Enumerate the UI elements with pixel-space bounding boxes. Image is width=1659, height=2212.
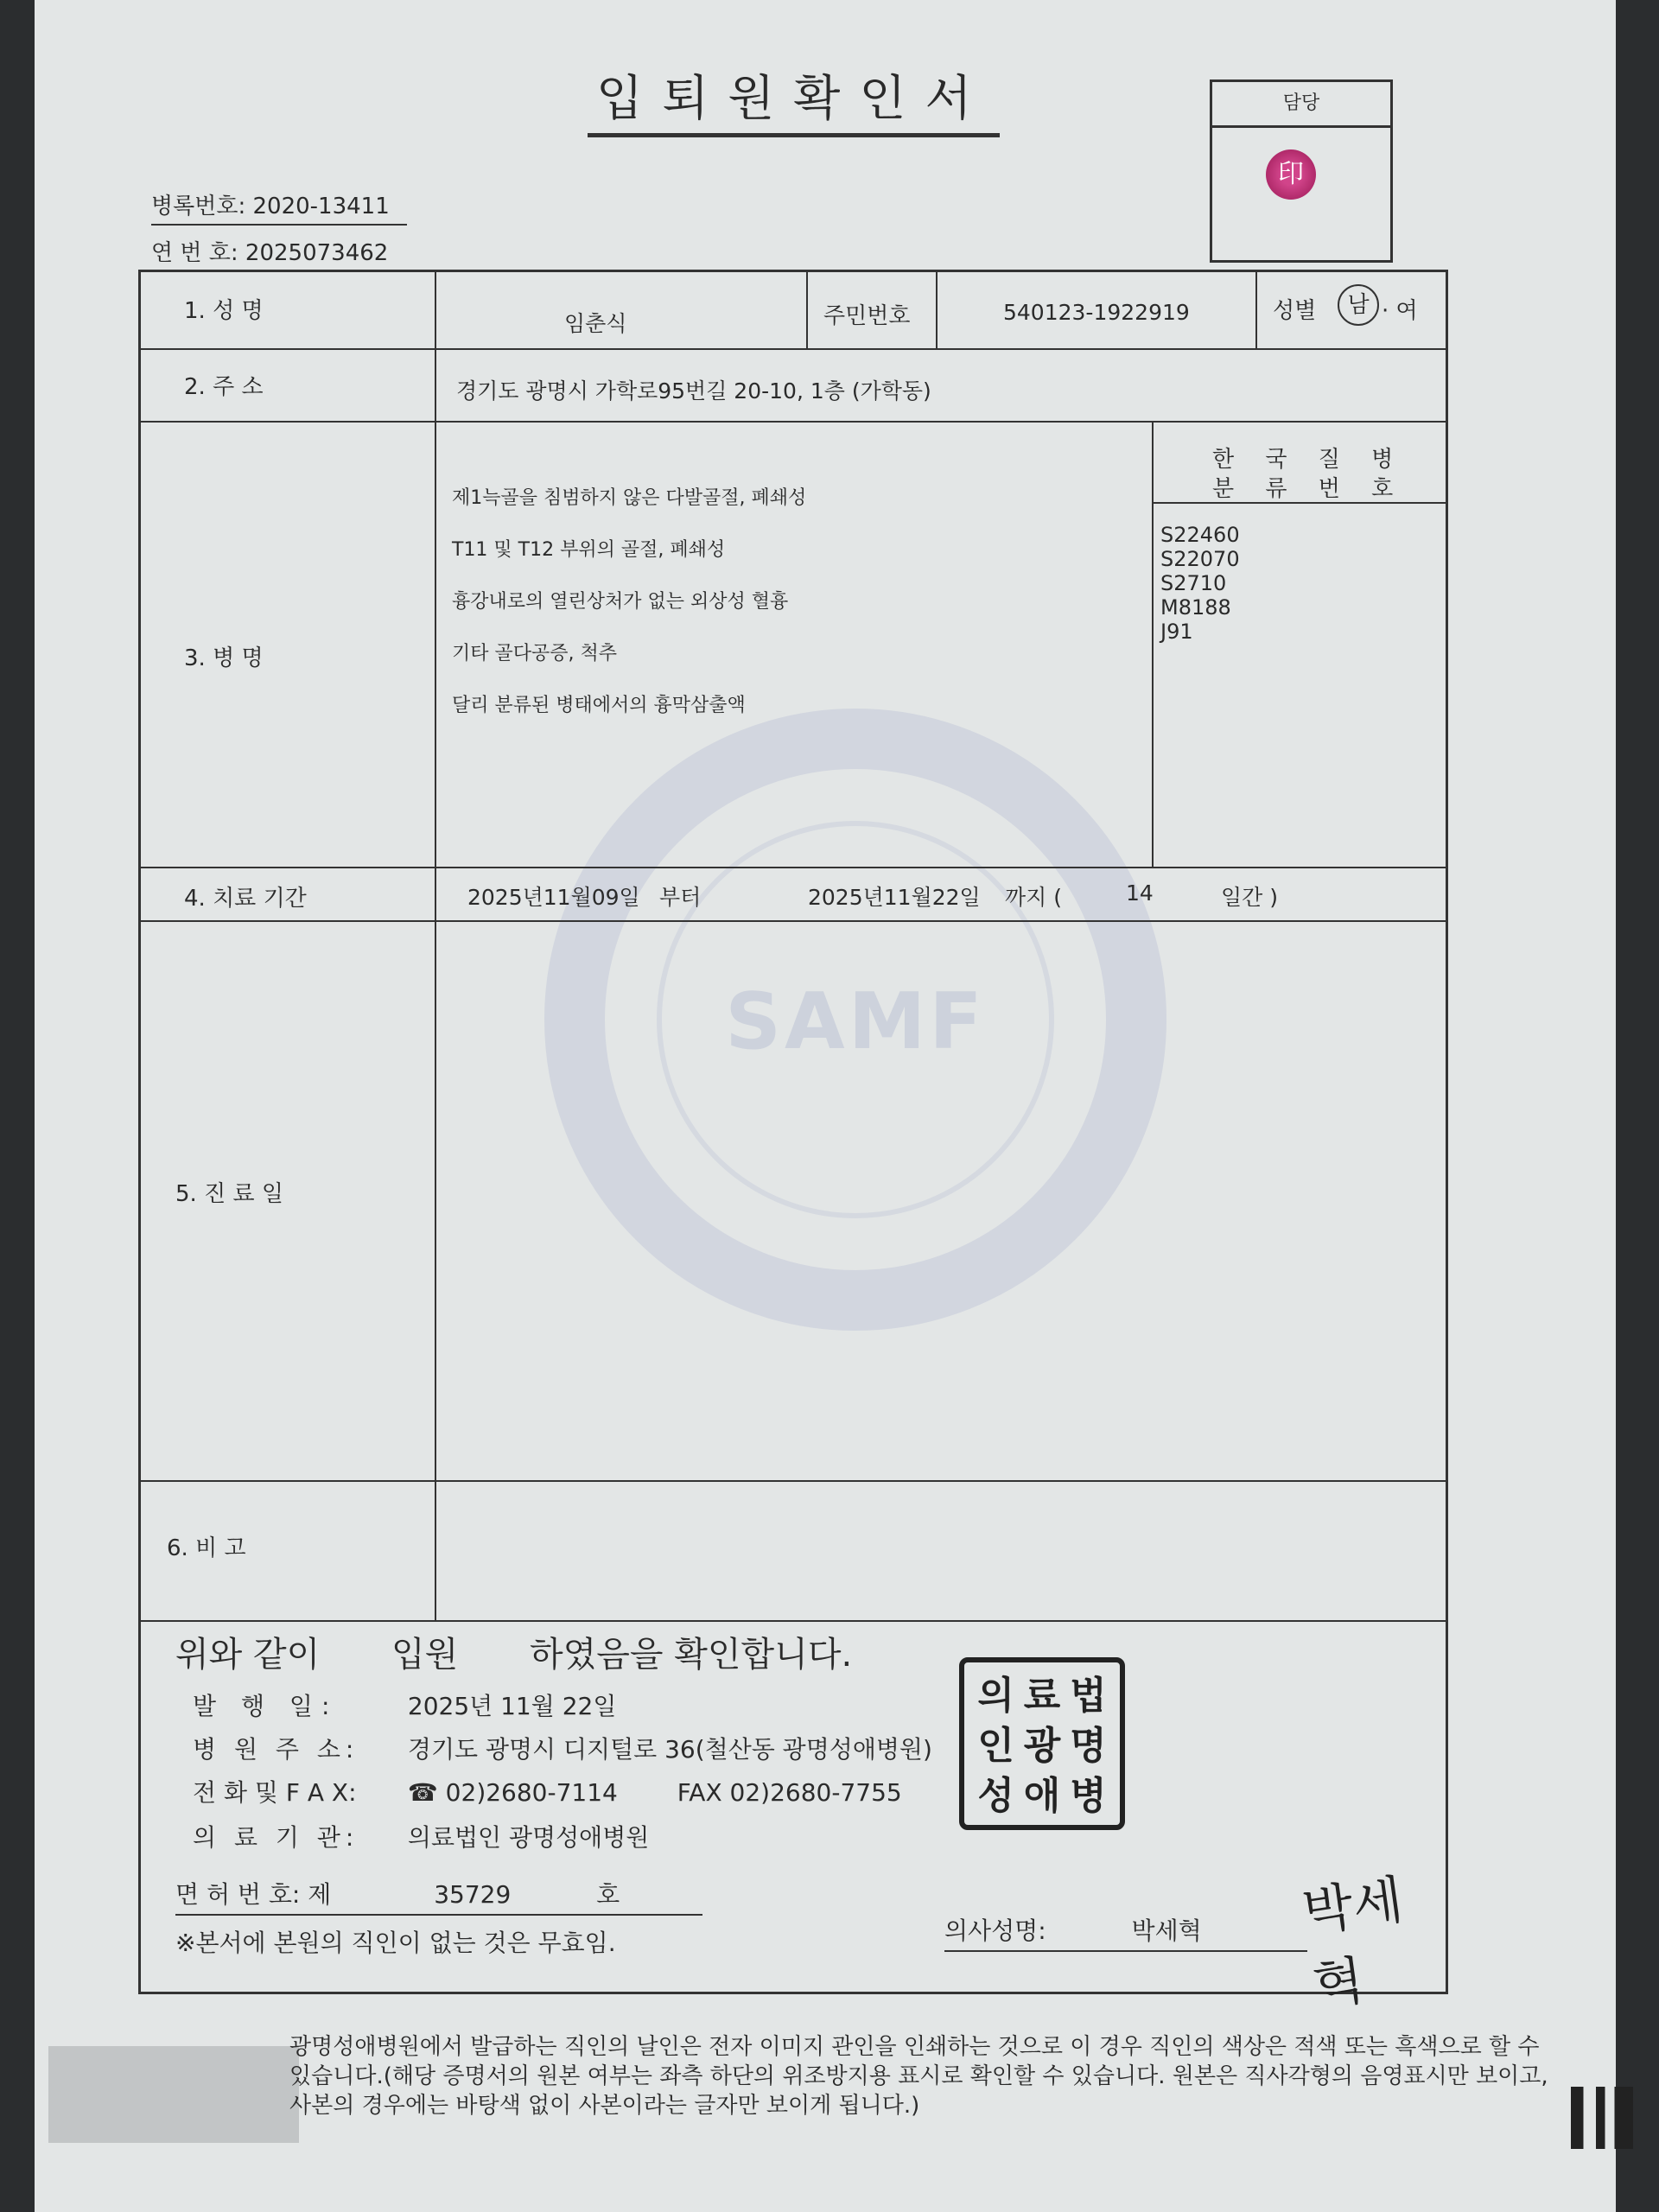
sex-male-selected: 남 <box>1338 284 1379 326</box>
document-paper <box>35 0 1616 2212</box>
kcd-code: J91 <box>1160 620 1193 644</box>
form-table <box>138 270 1448 2018</box>
period-days-unit: 일간 ) <box>1221 885 1279 910</box>
kcd-code-list <box>1160 523 1240 644</box>
approval-box <box>1210 79 1393 263</box>
sex-label: 성별 <box>1273 298 1317 324</box>
diagnosis-item: 흉강내로의 열린상처가 없는 외상성 혈흉 <box>452 591 789 613</box>
address-label: 2. 주 소 <box>184 374 264 400</box>
period-from: 부터 <box>659 885 702 910</box>
doctor-row: 의사성명: 박세혁 <box>944 1912 1307 1952</box>
period-end: 2025년11월22일 <box>808 885 981 910</box>
footer-notice: 광명성애병원에서 발급하는 직인의 날인은 전자 이미지 관인을 인쇄하는 것으로 이 경우 직인의 색상은 적색 또는 흑색으로 할 수 있습니다.(해당 증명서의 원본 여부는 좌측 하단의 위조방지용 표시로 확인할 수 있습니다. 원본은 직사각형의 음영표시만 보이고, 사본의 경우에는 바탕색 없이 사본이라는 글자만 보이게 됩니다.) <box>289 2034 1548 2119</box>
hospital-official-seal <box>959 1657 1125 1830</box>
invalid-note: ※본서에 본원의 직인이 없는 것은 무효임. <box>175 1929 616 1957</box>
kcd-code: S2710 <box>1160 571 1227 595</box>
patient-address: 경기도 광명시 가학로95번길 20-10, 1층 (가학동) <box>456 378 931 404</box>
phone-fax-row: 전 화 및 F A X: ☎ 02)2680-7114 FAX 02)2680-7755 <box>193 1778 902 1807</box>
resident-id: 540123-1922919 <box>1003 300 1190 325</box>
kcd-code: M8188 <box>1160 595 1231 620</box>
watermark-text: SAMF <box>725 976 986 1067</box>
kcd-label-2: 분 류 번 호 <box>1212 476 1406 502</box>
qr-code-icon <box>1571 2087 1633 2149</box>
name-label: 1. 성 명 <box>184 298 264 324</box>
treatment-period-label: 4. 치료 기간 <box>184 886 307 912</box>
diagnosis-item: 기타 골다공증, 척추 <box>452 643 617 664</box>
doctor-signature: 박세혁 <box>1299 1869 1408 2018</box>
record-number: 병록번호: 2020-13411 <box>151 188 407 226</box>
staff-stamp-icon: 印 <box>1266 149 1316 200</box>
period-days: 14 <box>1126 880 1154 906</box>
diagnosis-label: 3. 병 명 <box>184 645 264 671</box>
diagnosis-item: T11 및 T12 부위의 골절, 폐쇄성 <box>452 539 726 561</box>
serial-number: 연 번 호: 2025073462 <box>151 235 405 272</box>
license-row: 면 허 번 호: 제 35729 호 <box>175 1876 702 1916</box>
confirmation-text: 위와 같이 입원 하였음을 확인합니다. <box>175 1635 853 1675</box>
diagnosis-item: 달리 분류된 병태에서의 흉막삼출액 <box>452 695 746 716</box>
issue-date-row: 발 행 일: 2025년 11월 22일 <box>193 1692 617 1720</box>
diagnosis-item: 제1늑골을 침범하지 않은 다발골절, 폐쇄성 <box>452 487 807 509</box>
kcd-code: S22460 <box>1160 523 1240 547</box>
hospital-address-row: 병 원 주 소: 경기도 광명시 디지털로 36(철산동 광명성애병원) <box>193 1735 932 1764</box>
anti-forgery-mark <box>48 2046 299 2143</box>
period-until: 까지 ( <box>1005 885 1063 910</box>
patient-name: 임춘식 <box>564 311 627 336</box>
institution-row: 의 료 기 관: 의료법인 광명성애병원 <box>193 1823 650 1852</box>
sex-female: · 여 <box>1382 298 1418 324</box>
document-title: 입퇴원확인서 <box>588 60 1000 137</box>
approval-label: 담당 <box>1212 82 1390 128</box>
resident-id-label: 주민번호 <box>823 303 911 329</box>
visit-dates-label: 5. 진 료 일 <box>175 1181 283 1207</box>
remarks-label: 6. 비 고 <box>167 1535 246 1561</box>
kcd-code: S22070 <box>1160 547 1240 571</box>
diagnosis-list <box>452 455 806 749</box>
period-start: 2025년11월09일 <box>467 885 640 910</box>
seal-characters: 의 료 법 인 광 명 성 애 병 <box>977 1674 1107 1818</box>
kcd-label-1: 한 국 질 병 <box>1212 447 1406 473</box>
